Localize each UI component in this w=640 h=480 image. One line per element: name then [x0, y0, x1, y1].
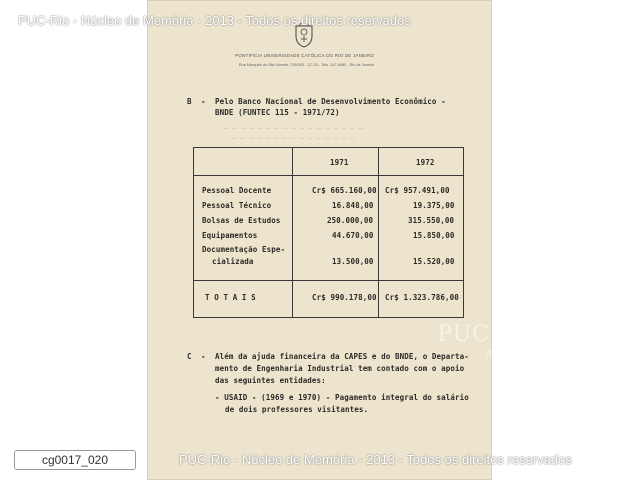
row-value-1972: Cr$ 957.491,00: [385, 186, 450, 195]
row-label-equipamentos: Equipamentos: [202, 231, 258, 240]
section-b-line1: Pelo Banco Nacional de Desenvolvimento Econômico -: [215, 97, 446, 106]
row-value-1971: 16.848,00: [332, 201, 374, 210]
puc-watermark-logo-sub: RIO: [486, 350, 510, 360]
row-value-1972: 15.850,00: [413, 231, 455, 240]
puc-watermark-logo: PUC: [437, 322, 490, 347]
bleed-through-text: — — — — — — — — — — — — — — —: [232, 134, 355, 142]
copyright-watermark-bottom: PUC-Rio - Núcleo de Memória - 2013 - Todos os direitos reservados: [179, 452, 572, 467]
table-header-1972: 1972: [416, 158, 435, 167]
row-label-documentacao-cont: cializada: [212, 257, 254, 266]
copyright-watermark-top: PUC-Rio - Núcleo de Memória - 2013 - Todos os direitos reservados: [18, 13, 411, 28]
section-c-item-line1: - USAID - (1969 e 1970) - Pagamento integral do salário: [215, 393, 469, 402]
document-id-label: cg0017_020: [14, 450, 136, 470]
row-label-pessoal-tecnico: Pessoal Técnico: [202, 201, 272, 210]
section-b-line2: BNDE (FUNTEC 115 - 1971/72): [215, 108, 340, 117]
section-c-line2: mento de Engenharia Industrial tem contado com o apoio: [215, 364, 465, 373]
section-c-dash: -: [201, 352, 206, 361]
institution-name: PONTIFÍCIA UNIVERSIDADE CATÓLICA DO RIO DE JANEIRO: [235, 53, 374, 58]
section-c-item-line2: de dois professores visitantes.: [225, 405, 369, 414]
table-column-divider: [378, 147, 379, 318]
section-c-line1: Além da ajuda financeira da CAPES e do BNDE, o Departa-: [215, 352, 469, 361]
row-value-1971: 13.500,00: [332, 257, 374, 266]
table-header-divider: [193, 175, 464, 176]
total-1972: Cr$ 1.323.786,00: [385, 293, 459, 302]
table-total-divider: [193, 280, 464, 281]
row-value-1971: 250.000,00: [327, 216, 374, 225]
section-b-marker: B: [187, 97, 192, 106]
institution-address: Rua Marquês de São Vicente, 209/263 - ZC-20 - Tels. 247-6080 - Rio de Janeiro: [238, 63, 375, 67]
section-c-marker: C: [187, 352, 192, 361]
row-label-bolsas-de-estudos: Bolsas de Estudos: [202, 216, 281, 225]
bleed-through-text: — — — — — — — — — — — — — — — — —: [224, 124, 364, 132]
row-label-pessoal-docente: Pessoal Docente: [202, 186, 272, 195]
table-column-divider: [292, 147, 293, 318]
table-header-1971: 1971: [330, 158, 349, 167]
row-value-1971: 44.670,00: [332, 231, 374, 240]
row-label-documentacao: Documentação Espe-: [202, 245, 286, 254]
row-value-1972: 19.375,00: [413, 201, 455, 210]
row-value-1971: Cr$ 665.160,00: [312, 186, 377, 195]
row-value-1972: 315.550,00: [408, 216, 455, 225]
row-value-1972: 15.520,00: [413, 257, 455, 266]
section-b-dash: -: [201, 97, 206, 106]
totals-label: T O T A I S: [205, 293, 256, 302]
total-1971: Cr$ 990.178,00: [312, 293, 377, 302]
section-c-line3: das seguintes entidades:: [215, 376, 326, 385]
